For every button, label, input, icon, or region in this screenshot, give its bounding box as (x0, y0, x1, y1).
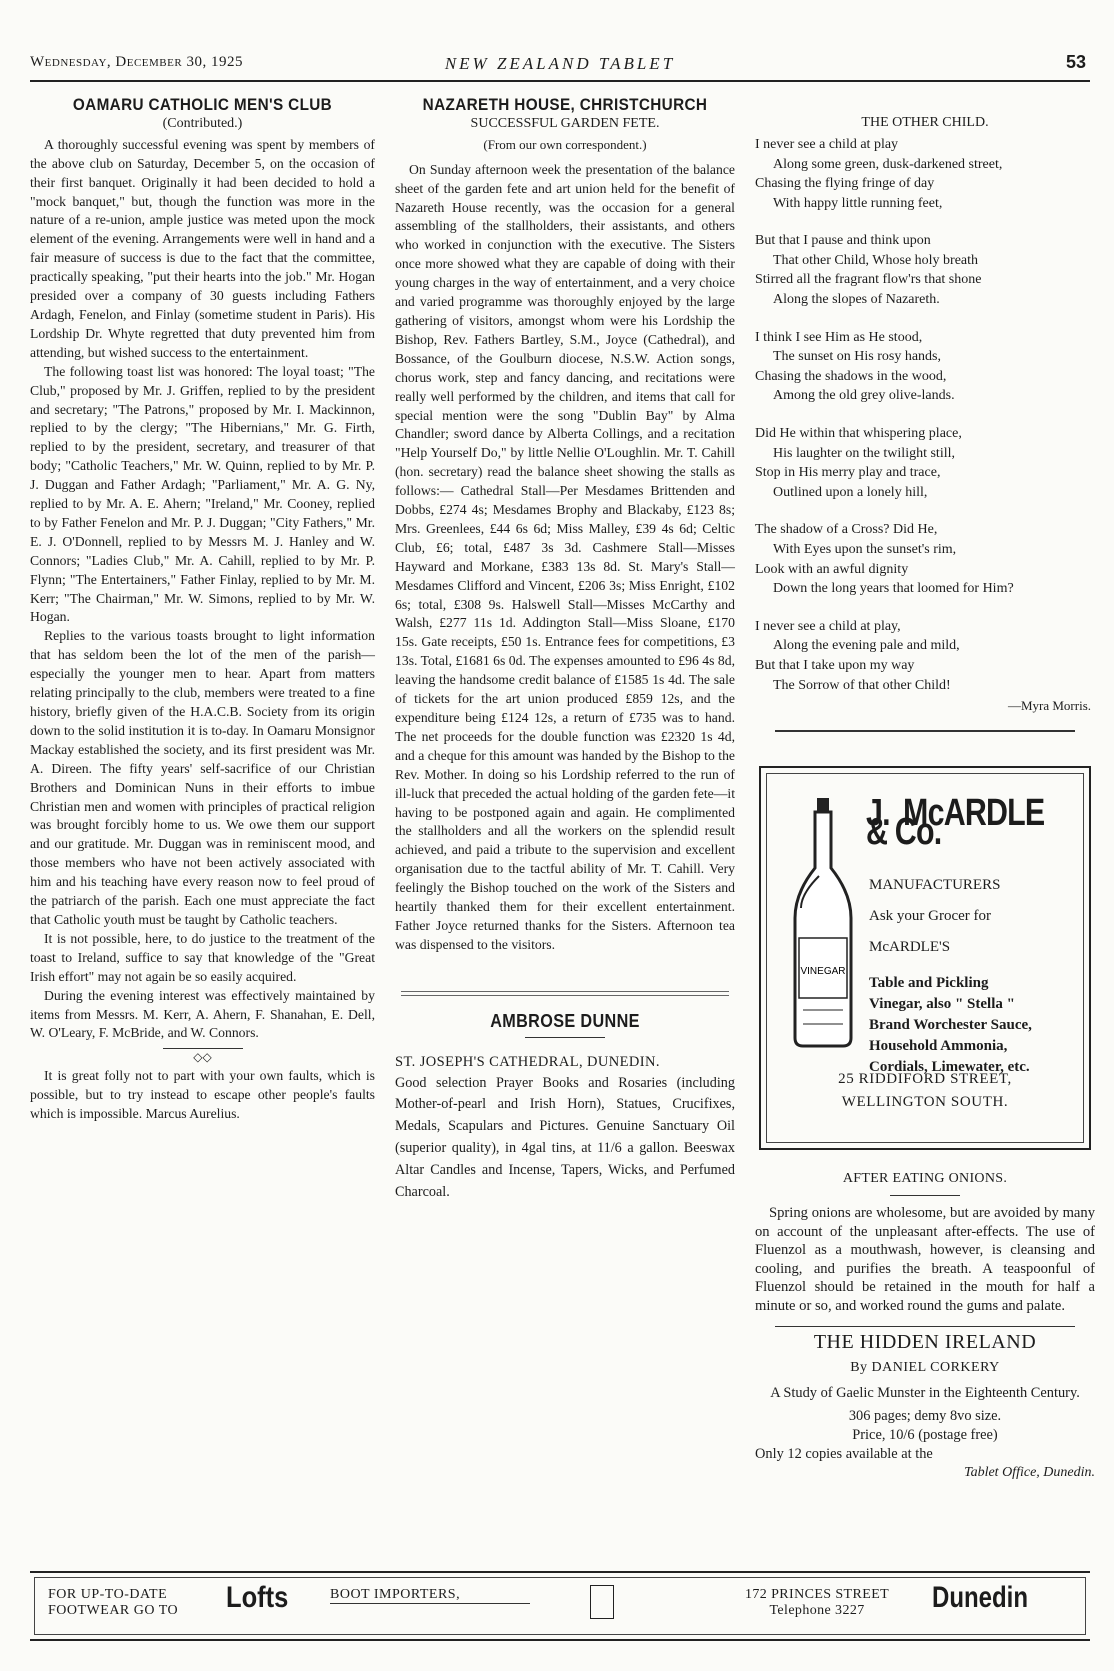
poem-line: His laughter on the twilight still, (773, 445, 955, 461)
poem-stanza (755, 424, 1095, 502)
divider (775, 730, 1075, 732)
issue-date: Wednesday, December 30, 1925 (30, 54, 243, 70)
footer-street: 172 PRINCES STREET (745, 1587, 890, 1602)
footer-phone: Telephone 3227 (769, 1603, 865, 1618)
poem-line: That other Child, Whose holy breath (773, 252, 979, 268)
book-title: THE HIDDEN IRELAND (813, 1330, 1037, 1353)
poem-line: Down the long years that loomed for Him? (773, 581, 1014, 597)
divider (775, 1326, 1075, 1327)
notice-text: Spring onions are wholesome, but are avoided by many on account of the unpleasant after-effects. The use of Fluenzol as a mouthwash, however, is cleansing and cooling, and purifies the breath. A teaspoonful of Fluenzol should be retained in the mouth for half a minute or so, and worked round the gums and palate. (755, 1204, 1095, 1314)
mcardle-advert (759, 766, 1091, 1150)
advert-product: Table and Pickling (869, 975, 989, 992)
footer-tagline-line: FOOTWEAR GO TO (48, 1603, 179, 1618)
article-paragraph: The following toast list was honored: The loyal toast; "The Club," proposed by Mr. J. Griffen, replied to by the president and secretary; "The Patrons," proposed by Mr. I. Mackinnon, replied to by the clergy; "The Hibernians," Mr. G. Firth, replied to by the president, secretary, and treasurer of that body; "Catholic Teachers," Mr. W. Quinn, replied to by Mr. P. J. Duggan and Father Ardagh; "Parliament," Mr. A. G. Ny, replied to by Mr. A. E. Ahern; "Ireland," Mr. Cooney, replied to by Father Fenelon and Mr. P. J. Duggan; "City Fathers," Mr. E. J. O'Donnell, replied to by Messrs M. J. Hanley and W. Connors; "Ladies Club," Mr. A. Cahill, replied to by Mr. P. Flynn; "The Entertainers," Father Finlay, replied to by Mr. M. Kerr; "The Chairman," Mr. W. Simons, replied to by Mr. W. Hogan. (30, 363, 375, 625)
book-author: By DANIEL CORKERY (850, 1360, 1000, 1376)
advert-address (761, 1068, 1089, 1114)
book-office: Tablet Office, Dunedin. (964, 1464, 1095, 1480)
footer-importers: BOOT IMPORTERS, (330, 1587, 530, 1604)
advert-line: Ask your Grocer for (869, 908, 992, 925)
ad-body: Good selection Prayer Books and Rosaries (including Mother-of-pearl and Irish Horn), Statues, Crucifixes, Medals, Scapulars and Pictures. Genuine Sanctuary Oil (superior quality), in 4gal tins, at 11/6 a gallon. Beeswax Altar Candles and Incense, Tapers, Wicks, and Perfumed Charcoal. (395, 1074, 735, 1200)
footer-city: Dunedin (932, 1581, 1028, 1614)
advert-company-name: J. McARDLE & Co. (866, 792, 1045, 853)
quote-paragraph: It is great folly not to part with your own faults, which is possible, but to try instead to escape other people's faults which is impossible. Marcus Aurelius. (30, 1068, 375, 1122)
advert-line: McARDLE'S (869, 939, 951, 956)
poem-stanza (755, 328, 1095, 406)
article-paragraph: A thoroughly successful evening was spent by members of the above club on Saturday, December 5, on the occasion of their first banquet. Originally it had been decided to hold a "mock banquet," but, though the function was more in the nature of a re-union, ample justice was meted upon the mock element of the evening. Arrangements were well in hand and a fair measure of success is due to the fact that the committee, practically speaking, "put their hearts into the job." Mr. Hogan presided over a company of 30 guests including Fathers Ardagh, Fenelon, and Finlay (sometime student in Paris). His Lordship Dr. Whyte regretted that duty prevented him from attending, but wished success to the entertainment. (30, 136, 375, 360)
book-description: A Study of Gaelic Munster in the Eighteenth Century. (770, 1385, 1080, 1402)
footer-frame (34, 1577, 1086, 1635)
poem-line: With happy little running feet, (773, 195, 943, 211)
poem (755, 135, 1095, 695)
book-price: Price, 10/6 (postage free) (852, 1426, 998, 1443)
article-paragraph: On Sunday afternoon week the presentation of the balance sheet of the garden fete and art union held for the benefit of Nazareth House recently, was the occasion for a general assembling of the stallholders, their assistants, and others who worked in conjunction with the executive. The Sisters once more showed what they are capable of doing with their young charges in the way of entertainment, and a very choice and varied programme was thoroughly enjoyed by the large gathering of visitors, amongst whom were his Lordship the Bishop, Rev. Fathers Bartley, S.M., Joyce (Cathedral), and Bossance, of the Goulburn diocese, N.S.W. Action songs, chorus work, step and fancy dancing, and recitations were really well performed by the children, and items that call for special mention were the song "Dublin Bay" by Alma Chandler; sword dance by Alberta Collings, and a recitation "Help Yourself Do," by little Nellie O'Loughlin. Mr. T. Cahill (hon. secretary) read the balance sheet showing the stalls as follows:— Cathedral Stall—Per Mesdames Brittenden and Dobbs, £274 4s; Mesdames Brophy and Blackaby, £123 8s; Mrs. Greenlees, £44 6s 6d; Miss Malley, £39 4s 6d; Celtic Club, £6; total, £487 3s 3d. Cashmere Stall—Misses Hayward and Morkane, £383 13s 8d. St. Mary's Stall—Mesdames Clifford and Vincent, £206 3s; Miss Enright, £102 6s; total, £308 9s. Halswell Stall—Misses McCarthy and Walsh, £277 11s 1d. Addington Stall—Miss Sloane, £170 15s. Gate receipts, £50 1s. Entrance fees for competitions, £3 13s. Total, £1681 6s 0d. The expenses amounted to £96 4s 8d, leaving the handsome credit balance of £1585 1s 4d. The sale of tickets for the art union produced £859 12s, and the expenditure being £124 12s, a return of £735 was to hand. The net proceeds for the double function was £2320 1s 4d, and a cheque for this amount was handed by the Bishop to the Rev. Mother. In doing so his Lordship referred to the run of ill-luck that preceded the actual holding of the garden fete—it having to be postponed again and again. He complimented the stallholders and all the workers on the splendid result achieved, and paid a tribute to the supervision and excellent organisation due to the tactful ability of Mr. T. Cahill. Very feelingly the Bishop touched on the work of the Sisters and heartily thanked them for their excellent entertainment. Father Joyce returned thanks for the Sisters. Afternoon tea was dispensed to the visitors. (395, 161, 735, 952)
article-byline: (From our own correspondent.) (483, 136, 647, 152)
footer-tagline (48, 1587, 178, 1619)
advert-product: Vinegar, also " Stella " (869, 996, 1015, 1013)
poem-line: The sunset on His rosy hands, (773, 349, 941, 365)
poem-line: The Sorrow of that other Child! (773, 677, 951, 693)
poem-title: THE OTHER CHILD. (861, 115, 989, 130)
column-middle (395, 96, 735, 1203)
article-subtitle: (Contributed.) (162, 115, 243, 131)
poem-stanza (755, 617, 1095, 695)
page-number: 53 (1065, 52, 1086, 72)
advert-address-line: 25 RIDDIFORD STREET, (838, 1071, 1012, 1088)
advert-product: Brand Worchester Sauce, (869, 1017, 1032, 1034)
footer-box-icon (590, 1585, 614, 1619)
divider (401, 995, 729, 996)
ad-subtitle: ST. JOSEPH'S CATHEDRAL, DUNEDIN. (395, 1053, 660, 1070)
poem-line: Chasing the flying fringe of day (755, 176, 935, 192)
advert-product: Cordials, Limewater, etc. (869, 1059, 1030, 1076)
poem-line: With Eyes upon the sunset's rim, (773, 542, 957, 557)
ad-title-ambrose-dunne: AMBROSE DUNNE (490, 1010, 640, 1031)
poem-line: Look with an awful dignity (755, 561, 909, 577)
poem-line: Chasing the shadows in the wood, (755, 368, 947, 384)
article-paragraph: During the evening interest was effectively maintained by items from Messrs. M. Kerr, A. Ahern, F. Shanahan, E. Dell, W. O'Leary, F. McBride, and W. Connors. (30, 987, 375, 1041)
divider (890, 1195, 960, 1196)
poem-line: Stirred all the fragrant flow'rs that shone (755, 272, 982, 288)
poem-line: Among the old grey olive-lands. (773, 388, 955, 404)
poem-line: I never see a child at play (755, 136, 899, 152)
poem-line: But that I pause and think upon (755, 233, 931, 249)
vinegar-bottle-icon (789, 798, 857, 1048)
poem-line: I think I see Him as He stood, (755, 329, 923, 345)
book-copies: Only 12 copies available at the (755, 1445, 933, 1462)
divider (401, 991, 729, 992)
poem-line: Did He within that whispering place, (755, 426, 962, 442)
ornament-icon: ◇◇ (193, 1050, 212, 1065)
poem-line: Stop in His merry play and trace, (755, 465, 941, 481)
footer-address (745, 1587, 889, 1619)
poem-stanza (755, 520, 1095, 598)
newspaper-title: NEW ZEALAND TABLET (444, 54, 676, 73)
article-title-nazareth: NAZARETH HOUSE, CHRISTCHURCH (422, 95, 708, 114)
poem-line: But that I take upon my way (755, 657, 915, 673)
advert-text (869, 870, 1032, 1078)
column-right (755, 96, 1095, 1482)
column-left (30, 96, 375, 1124)
poem-stanza (755, 135, 1095, 213)
footer-tagline-line: FOR UP-TO-DATE (48, 1587, 168, 1602)
article-title-oamaru: OAMARU CATHOLIC MEN'S CLUB (72, 95, 333, 114)
article-paragraph: Replies to the various toasts brought to light information that has seldom been the lot of the men of the parish—especially the younger men to hear. Apart from matters relating principally to the club, members were treated to a fine history, briefly given of the H.A.C.B. Society from its origin down to the solid institution it is to-day. In Oamaru Monsignor Mackay established the society, and its first president was Mr. A. Direen. The fifty years' self-sacrifice of our Christian Brothers and Dominican Nuns in their efforts to imbue Christian men and women with principles of practical religion was brought forcibly home to us. We owe them our support and our gratitude. Mr. Duggan was in reminiscent mood, and those members who have not been actively associated with him and his teaching have every reason now to feel proud of the patriarch of the parish. Each one must appreciate the fact that Catholic youth must be taught by Catholic teachers. (30, 628, 375, 927)
poem-author: —Myra Morris. (1007, 698, 1091, 714)
poem-line: Outlined upon a lonely hill, (773, 484, 928, 500)
poem-line: The shadow of a Cross? Did He, (755, 522, 938, 538)
advert-product: Household Ammonia, (869, 1038, 1008, 1055)
article-subtitle: SUCCESSFUL GARDEN FETE. (470, 115, 660, 131)
divider (163, 1048, 243, 1049)
notice-title: AFTER EATING ONIONS. (842, 1171, 1008, 1187)
page-header (30, 50, 1090, 82)
poem-line: Along some green, dusk-darkened street, (773, 156, 1003, 172)
book-pages: 306 pages; demy 8vo size. (848, 1408, 1002, 1425)
advert-address-line: WELLINGTON SOUTH. (841, 1094, 1009, 1111)
divider (525, 1037, 605, 1038)
footer-advert (30, 1571, 1090, 1641)
poem-line: I never see a child at play, (755, 618, 901, 634)
footer-brand: Lofts (226, 1581, 289, 1614)
advert-line: MANUFACTURERS (869, 877, 1001, 894)
poem-line: Along the evening pale and mild, (773, 638, 960, 654)
bottle-label: VINEGAR (800, 966, 846, 978)
poem-line: Along the slopes of Nazareth. (773, 292, 940, 308)
article-paragraph: It is not possible, here, to do justice to the treatment of the toast to Ireland, suffice to say that knowledge of the "Great Irish effort" may not again be so easily acquired. (30, 930, 375, 984)
poem-stanza (755, 231, 1095, 309)
